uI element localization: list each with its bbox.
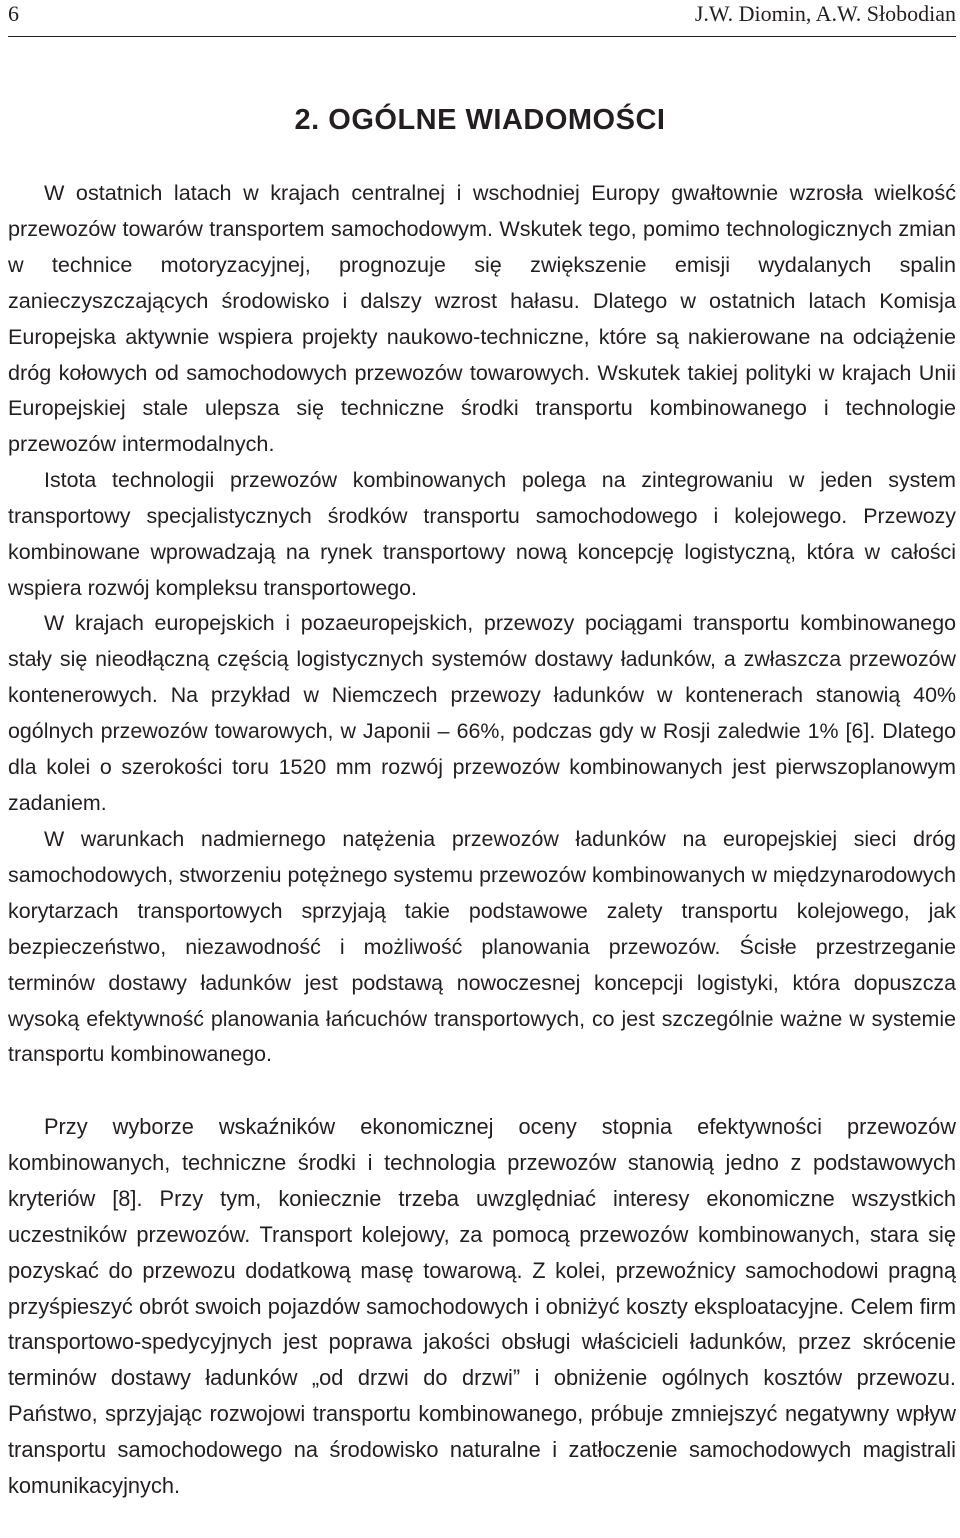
running-header bbox=[8, 0, 956, 37]
paragraph-2: Istota technologii przewozów kombinowanych polega na zintegrowaniu w jeden system transportowy specjalistycznych środków transportu samochodowego i kolejowego. Przewozy kombinowane wprowadzają na rynek transportowy nową koncepcję logistyczną, która w całości wspiera rozwój kompleksu transportowego. bbox=[8, 468, 956, 600]
paragraph-1: W ostatnich latach w krajach centralnej i wschodniej Europy gwałtownie wzrosła wielkość przewozów towarów transportem samochodowym. Wskutek tego, pomimo technologicznych zmian w technice motoryzacyjnej, prognozuje się zwiększenie emisji wydalanych spalin zanieczyszczających środowisko i dalszy wzrost hałasu. Dlatego w ostatnich latach Komisja Europejska aktywnie wspiera projekty naukowo-techniczne, które są nakierowane na odciążenie dróg kołowych od samochodowych przewozów towarowych. Wskutek takiej polityki w krajach Unii Europejskiej stale ulepsza się techniczne środki transportu kombinowanego i technologie przewozów intermodalnych. bbox=[8, 180, 956, 457]
page-number: 6 bbox=[8, 1, 19, 26]
running-head-authors: J.W. Diomin, A.W. Słobodian bbox=[694, 1, 956, 26]
paragraph-5: Przy wyborze wskaźników ekonomicznej oceny stopnia efektywności przewozów kombinowanych, techniczne środki i technologia przewozów stanowią jedno z podstawowych kryteriów [8]. Przy tym, koniecznie trzeba uwzględniać interesy ekonomiczne wszystkich uczestników przewozów. Transport kolejowy, za pomocą przewozów kombinowanych, stara się pozyskać do przewozu dodatkową masę towarową. Z kolei, przewoźnicy samochodowi pragną przyśpieszyć obrót swoich pojazdów samochodowych i obniżyć koszty eksploatacyjne. Celem firm transportowo-spedycyjnych jest poprawa jakości obsługi właścicieli ładunków, przez skrócenie terminów dostawy ładunków „od drzwi do drzwi” i obniżenie ogólnych kosztów przewozu. Państwo, sprzyjając rozwojowi transportu kombinowanego, próbuje zmniejszyć negatywny wpływ transportu samochodowego na środowisko naturalne i zatłoczenie samochodowych magistrali komunikacyjnych. bbox=[8, 1114, 956, 1499]
paragraph-3: W krajach europejskich i pozaeuropejskich, przewozy pociągami transportu kombinowanego stały się nieodłączną częścią logistycznych systemów dostawy ładunków, a zwłaszcza przewozów kontenerowych. Na przykład w Niemczech przewozy ładunków w kontenerach stanowią 40% ogólnych przewozów towarowych, w Japonii – 66%, podczas gdy w Rosji zaledwie 1% [6]. Dlatego dla kolei o szerokości toru 1520 mm rozwój przewozów kombinowanych jest pierwszoplanowym zadaniem. bbox=[8, 611, 956, 815]
paragraph-4: W warunkach nadmiernego natężenia przewozów ładunków na europejskiej sieci dróg samochodowych, stworzeniu potężnego systemu przewozów kombinowanych w międzynarodowych korytarzach transportowych sprzyjają takie podstawowe zalety transportu kolejowego, jak bezpieczeństwo, niezawodność i możliwość planowania przewozów. Ścisłe przestrzeganie terminów dostawy ładunków jest podstawą nowoczesnej koncepcji logistyki, która dopuszcza wysoką efektywność planowania łańcuchów transportowych, co jest szczególnie ważne w systemie transportu kombinowanego. bbox=[8, 827, 956, 1067]
section-title: 2. OGÓLNE WIADOMOŚCI bbox=[294, 104, 666, 136]
